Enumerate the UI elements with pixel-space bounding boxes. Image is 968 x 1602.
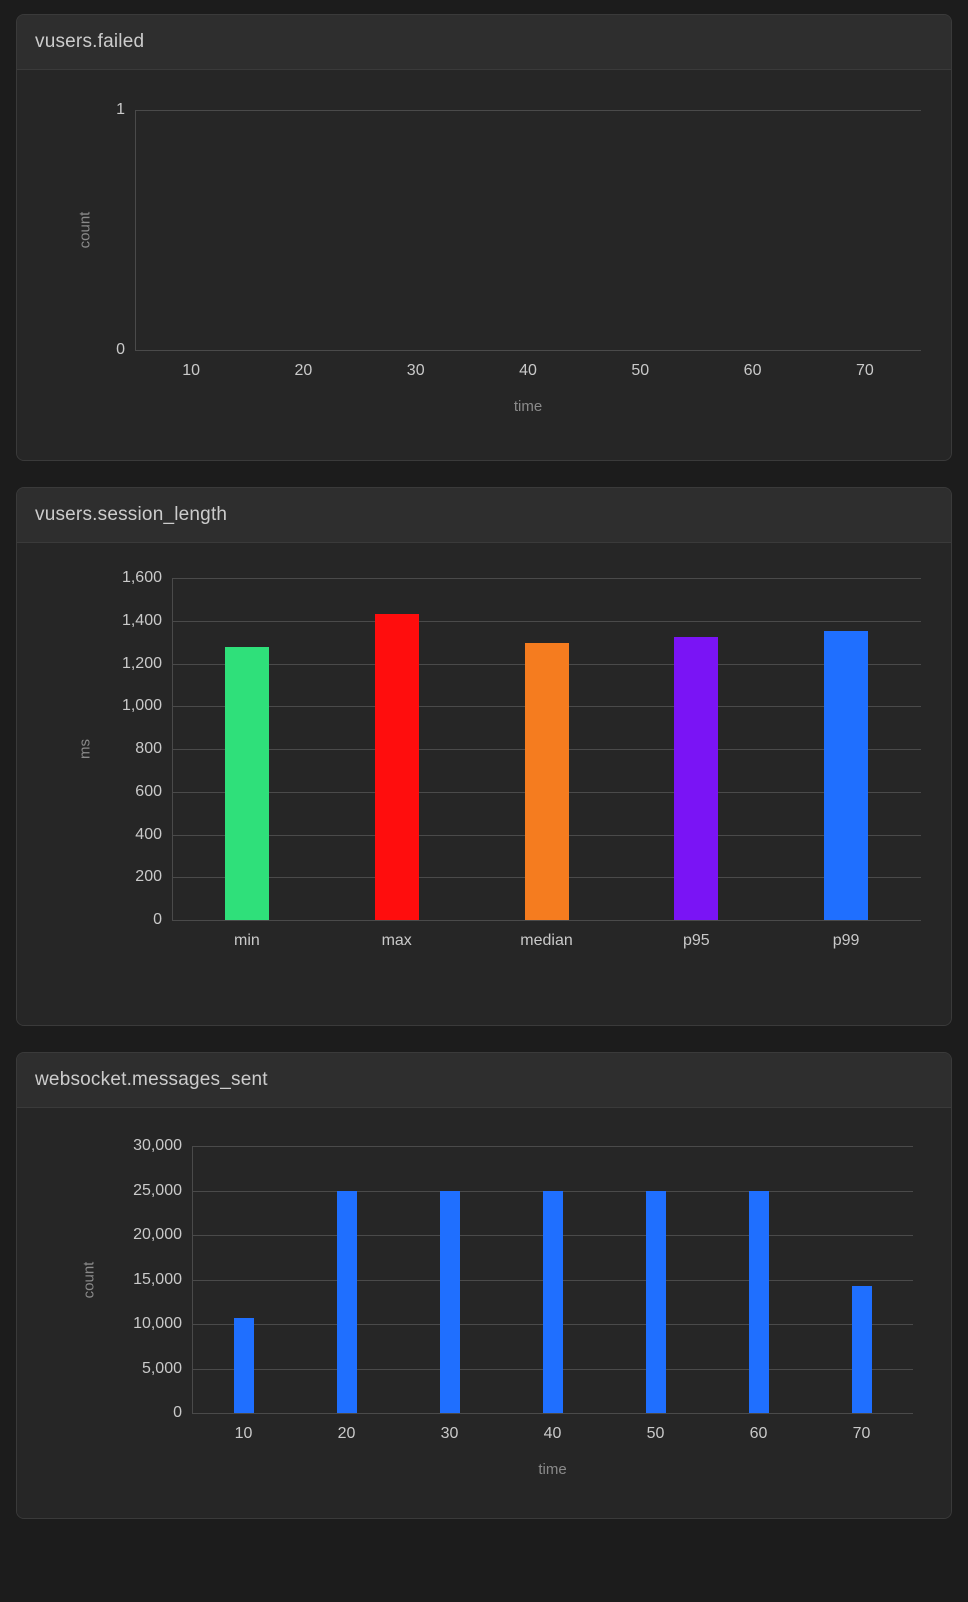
y-axis-tick-label: 20,000 [133,1226,182,1243]
panel-websocket-messages-sent [16,1052,952,1519]
x-axis-tick-label: median [520,932,573,949]
y-axis-tick-label: 1,600 [121,569,162,586]
y-axis-tick-label: 5,000 [141,1359,182,1377]
y-axis-tick-label: 400 [135,825,162,843]
y-axis-line [172,578,173,920]
x-axis-tick-label: 30 [440,1425,459,1442]
panel-title: vusers.session_length [17,488,951,543]
x-axis-label: time [538,1461,567,1478]
bar [749,1191,769,1414]
chart-websocket-messages-sent [17,1108,951,1518]
x-axis-tick-label: 60 [749,1425,768,1442]
y-axis-tick-label: 10,000 [133,1315,182,1332]
panel-vusers-session-length [16,487,952,1026]
bar [824,631,868,920]
x-axis-tick-label: 40 [543,1425,562,1442]
y-axis-tick-label: 1,200 [121,654,162,672]
bar [337,1191,357,1414]
x-axis-tick-label: 40 [519,362,537,379]
y-axis-tick-label: 1 [116,101,125,118]
x-axis-tick-label: min [234,932,260,949]
y-axis-tick-label: 25,000 [133,1181,182,1199]
gridline [135,350,921,351]
gridline [192,1146,913,1147]
panel-title: websocket.messages_sent [17,1053,951,1108]
y-axis-tick-label: 600 [135,782,162,800]
y-axis-tick-label: 1,400 [121,611,162,629]
x-axis-tick-label: 10 [182,362,201,379]
panel-title: vusers.failed [17,15,951,70]
gridline [135,110,921,111]
y-axis-tick-label: 800 [135,740,162,757]
y-axis-tick-label: 0 [153,911,162,928]
x-axis-tick-label: p99 [832,932,860,949]
y-axis-line [192,1146,193,1413]
x-axis-label: time [513,398,543,415]
y-axis-tick-label: 30,000 [133,1137,182,1154]
gridline [172,621,921,622]
panel-vusers-failed [16,14,952,461]
x-axis-tick-label: 70 [855,362,874,379]
bar [225,647,269,920]
y-axis-label: count [76,211,94,249]
chart-vusers-failed [17,70,951,460]
gridline [172,920,921,921]
bar [852,1286,872,1413]
bar [543,1191,563,1414]
x-axis-tick-label: p95 [682,932,710,949]
x-axis-tick-label: 30 [406,362,425,379]
bar [525,643,569,920]
y-axis-tick-label: 15,000 [133,1270,182,1288]
bar [646,1191,666,1414]
y-axis-tick-label: 200 [135,868,162,886]
bar [375,614,419,920]
bar [674,637,718,920]
x-axis-tick-label: 70 [852,1425,871,1442]
y-axis-label: count [80,1261,98,1298]
x-axis-tick-label: 50 [631,362,650,379]
chart-vusers-session-length [17,543,951,1025]
x-axis-tick-label: 10 [234,1425,253,1442]
bar [234,1318,254,1413]
y-axis-tick-label: 0 [173,1404,182,1421]
x-axis-tick-label: 50 [646,1425,665,1442]
x-axis-tick-label: 20 [337,1425,356,1442]
gridline [172,578,921,579]
x-axis-tick-label: 20 [294,362,313,379]
bar [440,1191,460,1414]
x-axis-tick-label: 60 [743,362,762,379]
gridline [192,1413,913,1414]
y-axis-tick-label: 0 [116,341,125,358]
y-axis-label: ms [76,739,94,759]
y-axis-tick-label: 1,000 [121,697,162,715]
y-axis-line [135,110,136,350]
x-axis-tick-label: max [381,932,412,949]
